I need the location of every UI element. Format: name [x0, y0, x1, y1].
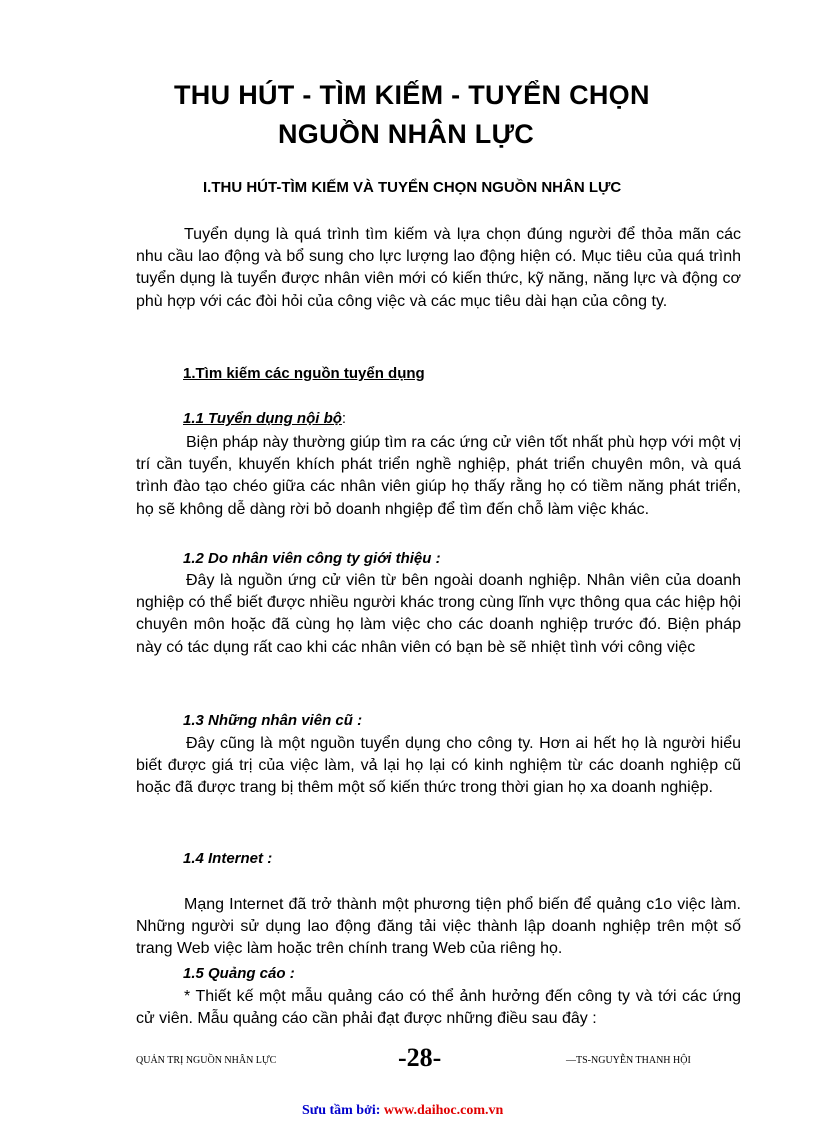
- subheading-1-1: [183, 409, 346, 429]
- section-heading: I.THU HÚT-TÌM KIẾM VÀ TUYỂN CHỌN NGUỒN NHÂN LỰC: [203, 179, 622, 196]
- credit-link[interactable]: www.daihoc.com.vn: [383, 1103, 504, 1118]
- page-title-line-1: THU HÚT - TÌM KIẾM - TUYỂN CHỌN: [174, 80, 650, 110]
- paragraph-1-3: Đây cũng là một nguồn tuyển dụng cho công ty. Hơn ai hết họ là người hiểu biết được giá trị của việc làm, vả lại họ lại có kinh nghiệm từ các doanh nghiệp cũ hoặc đã được trang bị thêm một số kiến thức trong thời gian họ xa doanh nghiệp.: [136, 735, 741, 797]
- footer-page-number: -28-: [398, 1043, 442, 1072]
- subheading-1-2: 1.2 Do nhân viên công ty giới thiệu :: [183, 550, 441, 567]
- footer-author: —TS-NGUYỄN THANH HỘI: [566, 1055, 691, 1066]
- credit-line: [302, 1103, 503, 1119]
- subheading-1-1-title: 1.1 Tuyển dụng nội bộ: [183, 410, 342, 427]
- subheading-1-3: 1.3 Những nhân viên cũ :: [183, 712, 363, 729]
- subheading-1-1-colon: :: [341, 410, 347, 427]
- heading-1-sources: 1.Tìm kiếm các nguồn tuyển dụng: [183, 365, 425, 382]
- page-title-line-2: NGUỒN NHÂN LỰC: [278, 119, 535, 149]
- paragraph-1-4: Mạng Internet đã trở thành một phương tiện phổ biến để quảng c1o việc làm. Những người sử dụng lao động đăng tải việc thành lập doanh nghiệp trên một số trang Web việc làm hoặc trên chính trang Web của riêng họ.: [136, 896, 741, 958]
- credit-label: Sưu tầm bởi:: [302, 1103, 381, 1118]
- paragraph-1-5: * Thiết kế một mẫu quảng cáo có thể ảnh hưởng đến công ty và tới các ứng cử viên. Mẫu quảng cáo cần phải đạt được những điều sau đây :: [136, 988, 741, 1028]
- paragraph-1-2: Đây là nguồn ứng cử viên từ bên ngoài doanh nghiệp. Nhân viên của doanh nghiệp có thể biết được nhiều người khác trong cùng lĩnh vực thông qua các hiệp hội chuyên môn hoặc đã cùng họ làm việc cho các doanh nghiệp trước đó. Biện pháp này có tác dụng rất cao khi các nhân viên có bạn bè sẽ nhiệt tình với công việc: [136, 572, 741, 656]
- subheading-1-4: 1.4 Internet :: [183, 850, 273, 867]
- paragraph-1-1: Biện pháp này thường giúp tìm ra các ứng cử viên tốt nhất phù hợp với một vị trí cần tuyển, khuyến khích phát triển nghề nghiệp, phát triển chuyên môn, và quá trình đào tạo chéo giữa các nhân viên giúp họ thấy rằng họ có tiềm năng phát triển, họ sẽ không dễ dàng rời bỏ doanh nhgiệp để tìm đến chỗ làm việc khác.: [136, 434, 741, 518]
- intro-paragraph: Tuyển dụng là quá trình tìm kiếm và lựa chọn đúng người để thỏa mãn các nhu cầu lao động và bổ sung cho lực lượng lao động hiện có. Mục tiêu của quá trình tuyển dụng là tuyển được nhân viên mới có kiến thức, kỹ năng, năng lực và động cơ phù hợp với các đòi hỏi của công việc và các mục tiêu dài hạn của công ty.: [136, 226, 741, 310]
- footer-course-name: QUẢN TRỊ NGUỒN NHÂN LỰC: [136, 1055, 277, 1066]
- subheading-1-5: 1.5 Quảng cáo :: [183, 965, 295, 982]
